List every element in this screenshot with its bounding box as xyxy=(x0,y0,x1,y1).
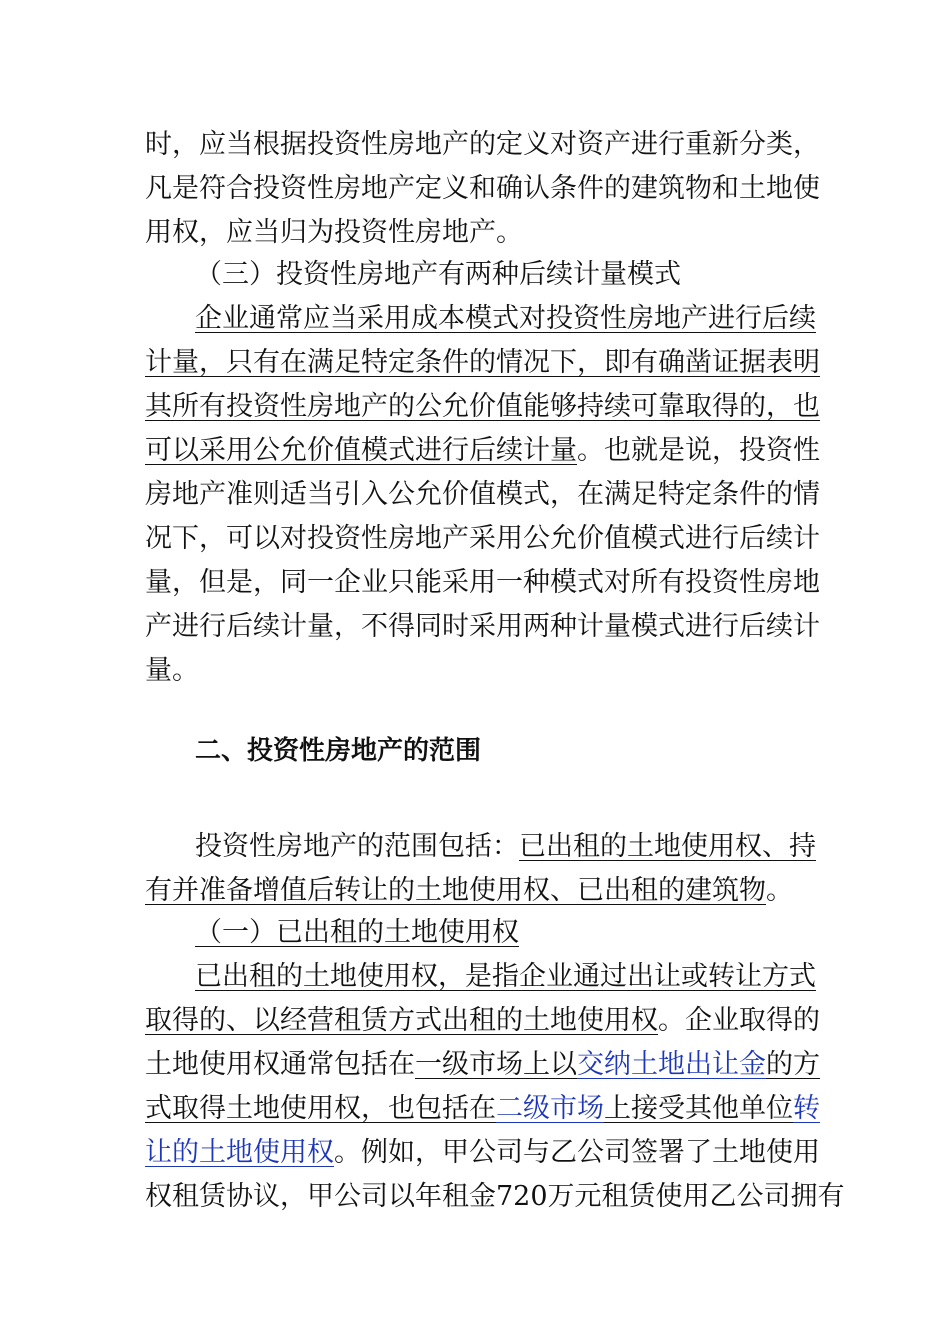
text-line xyxy=(195,302,816,336)
text-span: 上接受其他单位 xyxy=(604,1093,793,1124)
text-span: 权租赁协议，甲公司以年租金720万元租赁使用乙公司拥有 xyxy=(145,1181,845,1212)
text-span: 时，应当根据投资性房地产的定义对资产进行重新分类， xyxy=(145,129,820,160)
text-span: （一）已出租的土地使用权 xyxy=(195,917,519,948)
text-span: 量，但是，同一企业只能采用一种模式对所有投资性房地 xyxy=(145,567,820,598)
text-span: 企业通常应当采用成本模式对投资性房地产进行后续 xyxy=(195,303,816,334)
text-line xyxy=(145,522,820,556)
text-span: 土地使用权通常包括在 xyxy=(145,1049,415,1080)
link-text[interactable]: 交纳土地出让金 xyxy=(577,1049,766,1080)
text-line xyxy=(195,830,816,864)
text-span: 。也就是说，投资性 xyxy=(577,435,820,466)
text-line xyxy=(145,172,820,206)
text-line xyxy=(145,390,820,424)
subheading-line xyxy=(195,258,807,292)
text-line xyxy=(145,1004,820,1038)
text-span: 房地产准则适当引入公允价值模式，在满足特定条件的情 xyxy=(145,479,820,510)
text-line xyxy=(145,128,820,162)
text-line xyxy=(145,216,807,250)
text-span: 有并准备增值后转让的土地使用权、已出租的建筑物 xyxy=(145,875,766,906)
text-line xyxy=(195,960,816,994)
text-line xyxy=(145,654,807,688)
text-span: 量。 xyxy=(145,655,199,686)
text-line xyxy=(145,1048,820,1082)
text-span: 已出租的土地使用权、持 xyxy=(519,831,816,862)
text-span: 凡是符合投资性房地产定义和确认条件的建筑物和土地使 xyxy=(145,173,820,204)
text-span: 。企业取得的 xyxy=(658,1005,820,1036)
text-line xyxy=(145,434,820,468)
text-span: 其所有投资性房地产的公允价值能够持续可靠取得的，也 xyxy=(145,391,820,422)
text-span: 取得的、以经营租赁方式出租的土地使用权 xyxy=(145,1005,658,1036)
text-span: 计量，只有在满足特定条件的情况下，即有确凿证据表明 xyxy=(145,347,820,378)
link-text[interactable]: 二级市场 xyxy=(496,1093,604,1124)
text-line xyxy=(145,610,820,644)
text-span: 况下，可以对投资性房地产采用公允价值模式进行后续计 xyxy=(145,523,820,554)
text-line xyxy=(145,874,807,908)
text-span: 的方 xyxy=(766,1049,820,1080)
text-span: （三）投资性房地产有两种后续计量模式 xyxy=(195,259,681,290)
text-span: 可以采用公允价值模式进行后续计量 xyxy=(145,435,577,466)
text-line xyxy=(145,478,820,512)
text-line xyxy=(145,566,820,600)
link-text[interactable]: 让的土地使用权 xyxy=(145,1137,334,1168)
text-line xyxy=(145,1180,845,1214)
text-span: 式取得土地使用权，也包括在 xyxy=(145,1093,496,1124)
text-span: 投资性房地产的范围包括： xyxy=(195,831,519,862)
text-line xyxy=(145,1136,820,1170)
subheading-line xyxy=(195,916,807,950)
text-span: 。例如，甲公司与乙公司签署了土地使用 xyxy=(334,1137,820,1168)
text-line xyxy=(145,1092,820,1126)
text-line xyxy=(145,346,820,380)
text-span: 用权，应当归为投资性房地产。 xyxy=(145,217,523,248)
text-span: 已出租的土地使用权，是指企业通过出让或转让方式 xyxy=(195,961,816,992)
text-span: 产进行后续计量，不得同时采用两种计量模式进行后续计 xyxy=(145,611,820,642)
link-text[interactable]: 转 xyxy=(793,1093,820,1124)
section-heading: 二、投资性房地产的范围 xyxy=(195,736,482,766)
text-span: 。 xyxy=(766,875,793,906)
text-span: 一级市场上以 xyxy=(415,1049,577,1080)
